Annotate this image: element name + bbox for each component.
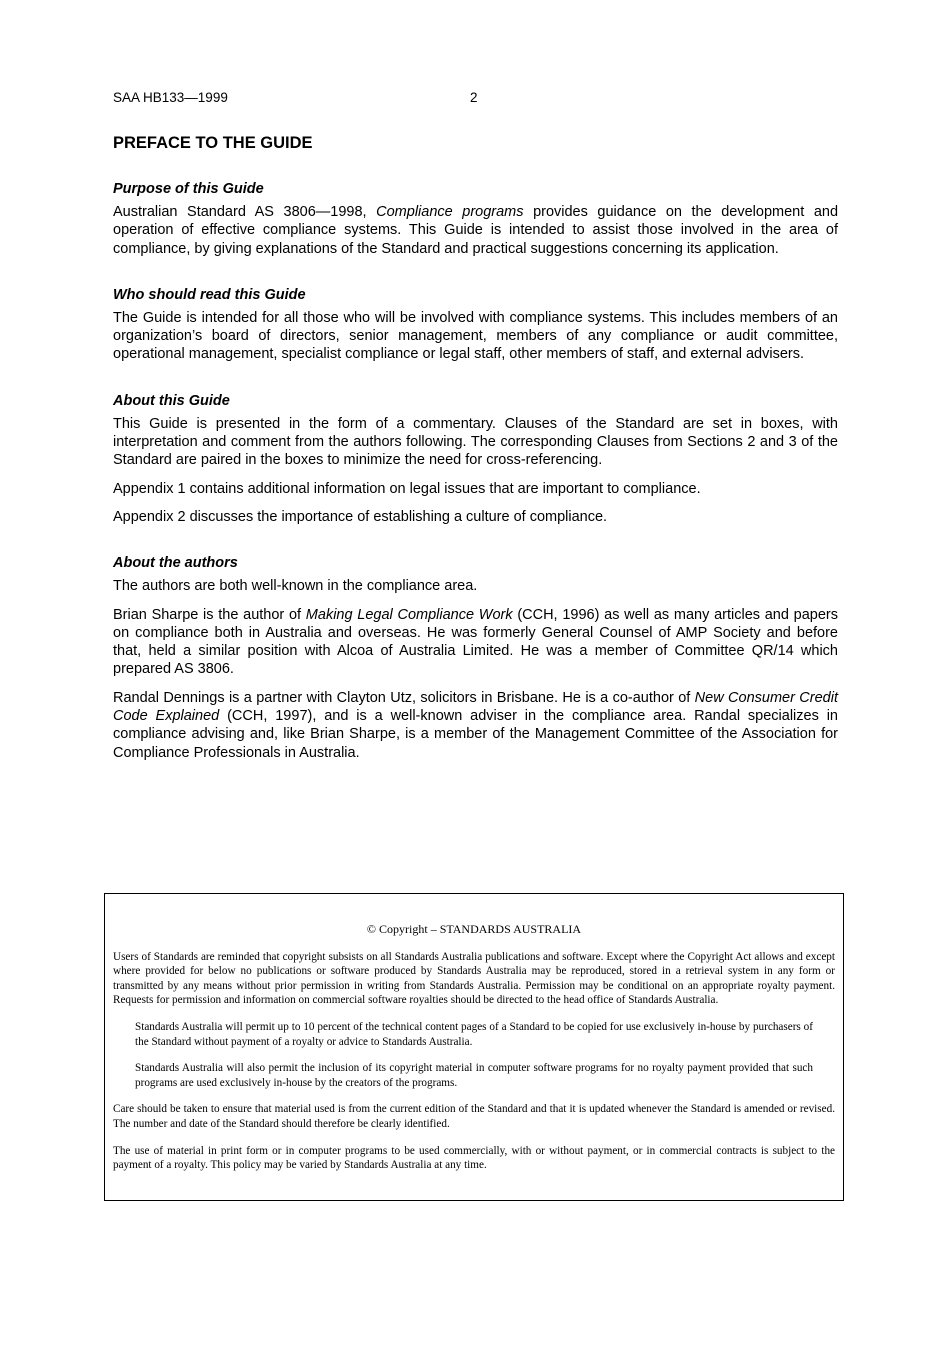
paragraph: Appendix 1 contains additional information on legal issues that are important to compliance. bbox=[113, 480, 701, 497]
section-heading: Who should read this Guide bbox=[113, 286, 306, 303]
standard-title: Compliance programs bbox=[376, 204, 524, 220]
paragraph bbox=[113, 689, 838, 762]
paragraph: The Guide is intended for all those who will be involved with compliance systems. This includes members of an organization’s board of directors, senior management, members of any compliance or audit committee, operational management, specialist compliance or legal staff, other members of staff, and external advisers. bbox=[113, 309, 838, 363]
document-id: SAA HB133—1999 bbox=[113, 90, 228, 105]
text-run: provides guidance on the development and operation of effective compliance systems. This Guide is intended to assist those involved in the area of compliance, by giving explanations of the Standard and practical suggestions concerning its application. bbox=[113, 204, 839, 257]
section-purpose bbox=[113, 180, 838, 258]
copyright-box bbox=[104, 893, 844, 1201]
book-title: New Consumer Credit Code Explained bbox=[113, 689, 838, 725]
paragraph: The authors are both well-known in the compliance area. bbox=[113, 578, 478, 595]
copyright-paragraph: Users of Standards are reminded that copyright subsists on all Standards Australia publications and software. Except where the Copyright Act allows and except where provided for below no publications or software produced by Standards Australia may be reproduced, stored in a retrieval system in any form or transmitted by any means without prior permission in writing from Standards Australia. Permission may be conditional on an appropriate royalty payment. Requests for permission and information on commercial software royalties should be directed to the head office of Standards Australia. bbox=[113, 950, 835, 1007]
section-who bbox=[113, 286, 838, 364]
section-heading: Purpose of this Guide bbox=[113, 181, 264, 197]
text-run: (CCH, 1996) as well as many articles and papers on compliance both in Australia and overseas. He was formerly General Counsel of AMP Society and before that, held a similar position with Alcoa of Australia Limited. He was a member of Committee QR/14 which prepared AS 3806. bbox=[113, 606, 838, 678]
text-run: Australian Standard AS 3806—1998, bbox=[113, 204, 377, 220]
paragraph: Appendix 2 discusses the importance of establishing a culture of compliance. bbox=[113, 508, 608, 525]
text-run: Randal Dennings is a partner with Clayton Utz, solicitors in Brisbane. He is a co-author of bbox=[113, 689, 695, 706]
copyright-title: © Copyright – STANDARDS AUSTRALIA bbox=[366, 922, 582, 936]
page-title: PREFACE TO THE GUIDE bbox=[113, 134, 313, 152]
book-title: Making Legal Compliance Work bbox=[305, 606, 513, 623]
paragraph bbox=[113, 203, 838, 258]
text-run: Brian Sharpe is the author of bbox=[113, 606, 306, 623]
section-heading: About the authors bbox=[113, 555, 238, 572]
copyright-paragraph: Standards Australia will permit up to 10 percent of the technical content pages of a Standard to be copied for use exclusively in-house by purchasers of the Standard without payment of a royalty or advice to Standards Australia. bbox=[135, 1020, 813, 1048]
copyright-paragraph: The use of material in print form or in computer programs to be used commercially, with or without payment, or in commercial contracts is subject to the payment of a royalty. This policy may be varied by Standards Australia at any time. bbox=[113, 1144, 835, 1172]
section-about-guide bbox=[113, 392, 838, 526]
section-about-authors bbox=[113, 554, 838, 762]
paragraph bbox=[113, 606, 838, 679]
copyright-paragraph: Standards Australia will also permit the inclusion of its copyright material in computer software programs for no royalty payment provided that such programs are used exclusively in-house by the creators of the programs. bbox=[135, 1062, 813, 1089]
section-heading: About this Guide bbox=[113, 392, 230, 409]
text-run: (CCH, 1997), and is a well-known adviser in the compliance area. Randal specializes in compliance advising and, like Brian Sharpe, is a member of the Management Committee of the Association for Compliance Professionals in Australia. bbox=[113, 708, 838, 761]
copyright-paragraph: Care should be taken to ensure that material used is from the current edition of the Standard and that it is updated whenever the Standard is amended or revised. The number and date of the Standard should therefore be clearly identified. bbox=[113, 1103, 835, 1130]
page-number: 2 bbox=[470, 90, 478, 105]
main-content bbox=[113, 134, 838, 772]
paragraph: This Guide is presented in the form of a commentary. Clauses of the Standard are set in boxes, with interpretation and comment from the authors following. The corresponding Clauses from Sections 2 and 3 of the Standard are paired in the boxes to minimize the need for cross-referencing. bbox=[113, 415, 838, 469]
